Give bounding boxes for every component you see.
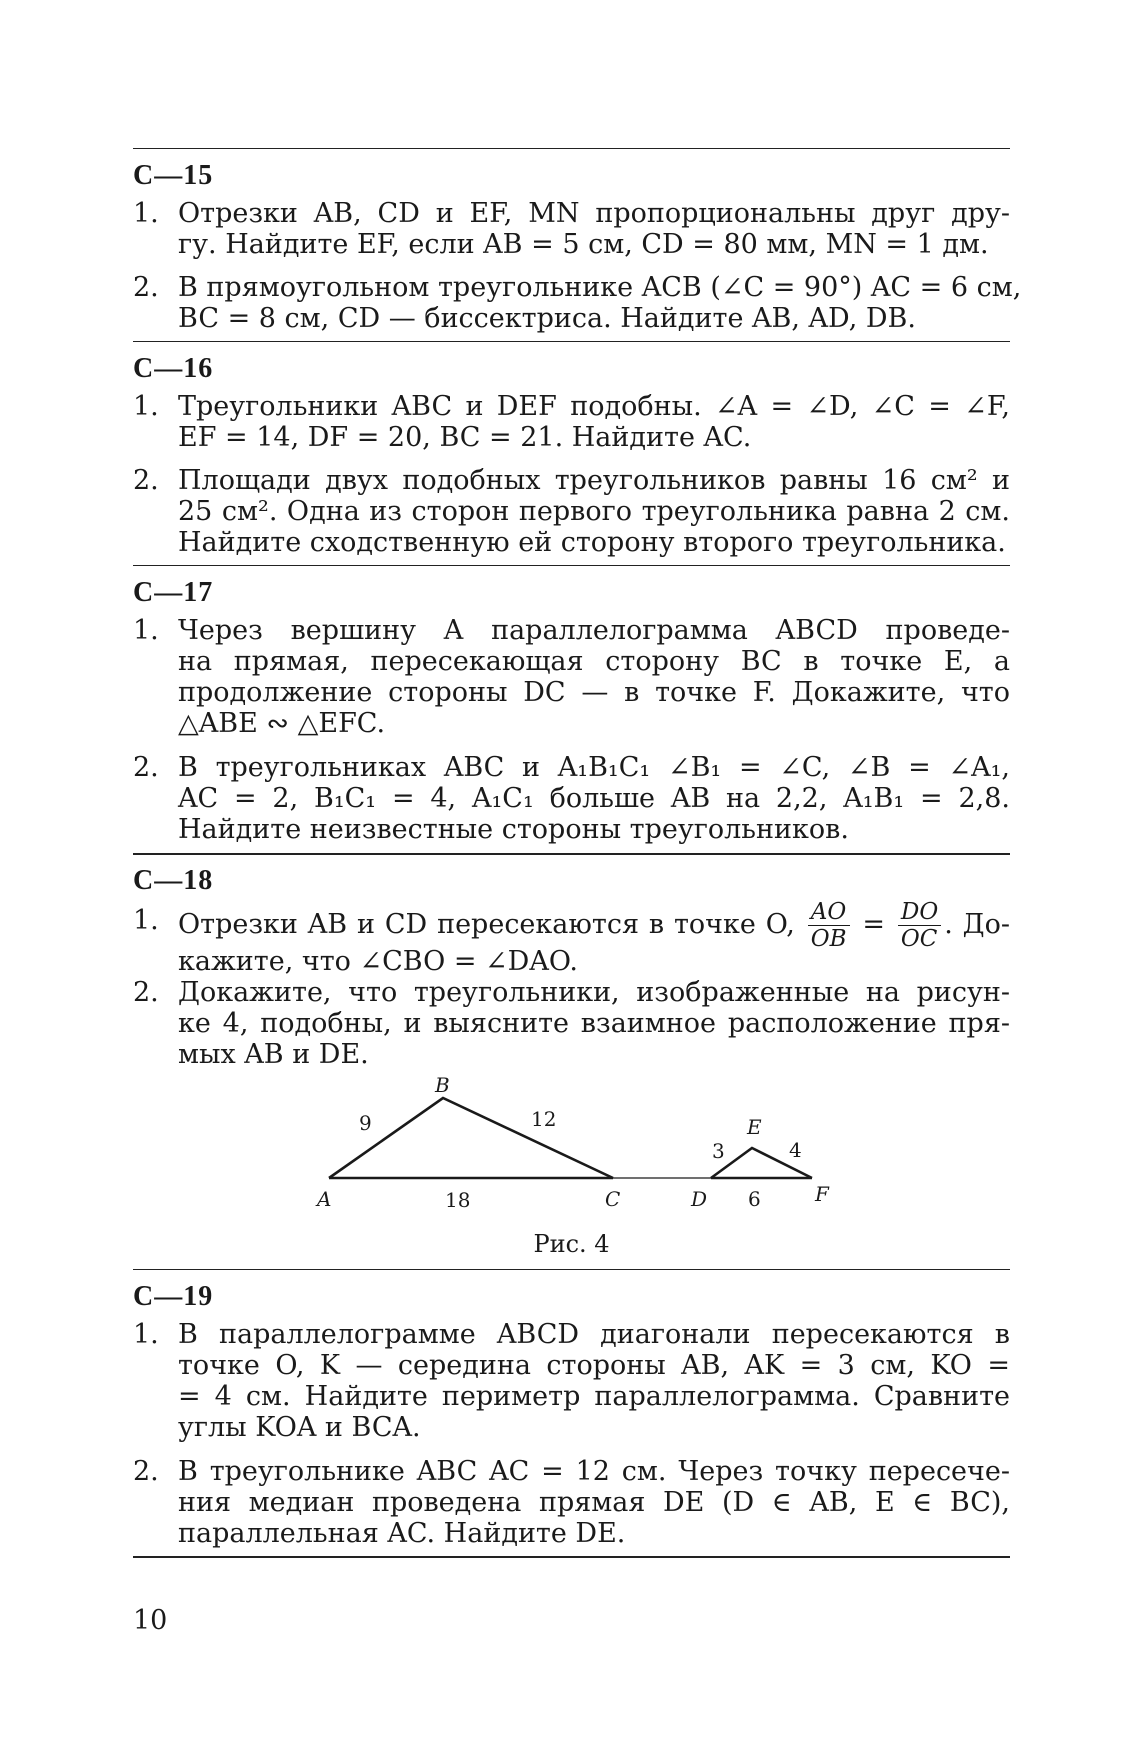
equals-sign: = [862, 909, 886, 940]
problem-number: 2. [133, 1456, 159, 1487]
fraction-numerator: AO [808, 899, 850, 926]
section-divider [133, 1556, 1010, 1558]
fraction-numerator: DO [898, 899, 941, 926]
problem [133, 615, 1010, 739]
figure-4-triangles [133, 1070, 1010, 1230]
problem-text: Отрезки AB и CD пересекаются в точке O, [178, 909, 795, 940]
problem-text-line: Отрезки AB, CD и EF, MN пропорциональны друг дру- [178, 198, 1010, 229]
problem-text-line: Найдите сходственную ей сторону второго треугольника. [178, 527, 1006, 558]
vertex-label-c: C [605, 1187, 621, 1211]
fraction-denominator: OC [900, 926, 938, 952]
problem-text-line: EF = 14, DF = 20, BC = 21. Найдите AC. [178, 422, 752, 453]
problem-number: 1. [133, 391, 159, 422]
problem-text-line: В прямоугольном треугольнике ACB (∠C = 90°) AC = 6 см, [178, 272, 1022, 303]
problem [133, 198, 1010, 260]
problem-text-line: AC = 2, B₁C₁ = 4, A₁C₁ больше AB на 2,2, A₁B₁ = 2,8. [178, 783, 1010, 814]
section-title: С—15 [133, 160, 214, 191]
triangle-abc [329, 1098, 613, 1178]
section-title: С—19 [133, 1281, 214, 1312]
problem [133, 1456, 1010, 1549]
figure-caption: Рис. 4 [533, 1230, 610, 1258]
section-title: С—18 [133, 865, 214, 896]
problem-text-line [178, 899, 1011, 952]
fraction-ao-ob [808, 899, 850, 952]
length-label-ac: 18 [445, 1188, 471, 1212]
fraction-do-oc [898, 899, 941, 952]
problem-text-line: BC = 8 см, CD — биссектриса. Найдите AB, AD, DB. [178, 303, 916, 334]
length-label-ab: 9 [359, 1111, 372, 1135]
problem-text-line: продолжение стороны DC — в точке F. Докажите, что [178, 677, 1010, 708]
problem [133, 272, 1022, 334]
problem-number: 1. [133, 615, 159, 646]
length-label-bc: 12 [531, 1107, 557, 1131]
problem-text-line: В параллелограмме ABCD диагонали пересекаются в [178, 1319, 1010, 1350]
problem [133, 752, 1010, 845]
problem-text-line: Площади двух подобных треугольников равны 16 см² и [178, 465, 1010, 496]
problem-text-line: В треугольнике ABC AC = 12 см. Через точку пересече- [178, 1456, 1010, 1487]
section-divider [133, 341, 1010, 342]
length-label-df: 6 [748, 1187, 761, 1211]
problem-text-line: Найдите неизвестные стороны треугольников. [178, 814, 849, 845]
section-title: С—16 [133, 353, 214, 384]
vertex-label-e: E [747, 1115, 762, 1139]
problem-number: 1. [133, 905, 159, 936]
problem-number: 2. [133, 272, 159, 303]
problem-text-line: Треугольники ABC и DEF подобны. ∠A = ∠D, ∠C = ∠F, [178, 391, 1010, 422]
section-divider [133, 565, 1010, 566]
length-label-ef: 4 [789, 1138, 802, 1162]
vertex-label-b: B [435, 1073, 450, 1097]
problem-number: 1. [133, 1319, 159, 1350]
problem-number: 2. [133, 465, 159, 496]
problem-text-line: гу. Найдите EF, если AB = 5 см, CD = 80 мм, MN = 1 дм. [178, 229, 989, 260]
problem [133, 977, 1010, 1070]
length-label-de: 3 [712, 1139, 725, 1163]
section-divider [133, 1269, 1010, 1270]
section-divider [133, 148, 1010, 149]
problem-number: 2. [133, 977, 159, 1008]
problem-text: . До- [944, 909, 1011, 940]
problem-text-line: 25 см². Одна из сторон первого треугольника равна 2 см. [178, 496, 1010, 527]
problem-text-line: кажите, что ∠CBO = ∠DAO. [178, 946, 578, 977]
problem-text-line: на прямая, пересекающая сторону BC в точке E, а [178, 646, 1010, 677]
problem-number: 1. [133, 198, 159, 229]
problem-text-line: В треугольниках ABC и A₁B₁C₁ ∠B₁ = ∠C, ∠B = ∠A₁, [178, 752, 1010, 783]
vertex-label-d: D [691, 1187, 708, 1211]
problem-text-line: углы KOA и BCA. [178, 1412, 421, 1443]
problem [133, 1319, 1010, 1443]
problem-text-line: = 4 см. Найдите периметр параллелограмма. Сравните [178, 1381, 1010, 1412]
problem-text-line: Докажите, что треугольники, изображенные на рисун- [178, 977, 1010, 1008]
problem-text-line: ке 4, подобны, и выясните взаимное расположение пря- [178, 1008, 1010, 1039]
problem-text-line: параллельная AC. Найдите DE. [178, 1518, 626, 1549]
problem-text-line: Через вершину A параллелограмма ABCD проведе- [178, 615, 1010, 646]
problem [133, 899, 1011, 977]
triangle-abc-sides [329, 1098, 613, 1178]
problem-text-line: мых AB и DE. [178, 1039, 369, 1070]
page-number: 10 [133, 1605, 168, 1636]
section-divider [133, 853, 1010, 855]
section-title: С—17 [133, 577, 214, 608]
fraction-denominator: OB [810, 926, 847, 952]
problem-text-line: точке O, K — середина стороны AB, AK = 3 см, KO = [178, 1350, 1010, 1381]
problem-number: 2. [133, 752, 159, 783]
vertex-label-a: A [317, 1187, 332, 1211]
problem-text-line: △ABE ∾ △EFC. [178, 708, 386, 739]
problem-text-line: ния медиан проведена прямая DE (D ∈ AB, E ∈ BC), [178, 1487, 1010, 1518]
problem [133, 465, 1010, 558]
vertex-label-f: F [815, 1182, 829, 1206]
problem [133, 391, 1010, 453]
